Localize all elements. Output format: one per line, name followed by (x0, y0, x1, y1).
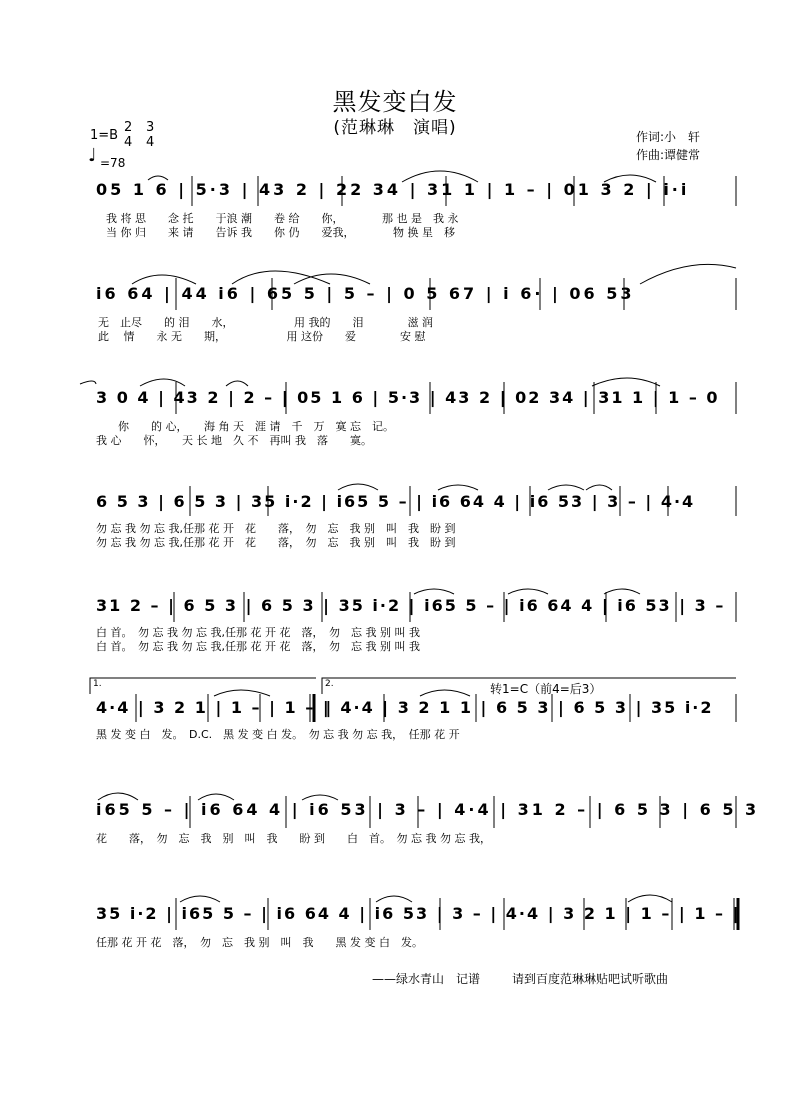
lyricist: 作词:小 轩 (636, 130, 701, 144)
lyric-line-3-verse-1: 你 的 心， 海 角 天 涯 请 千 万 寞 忘 记。 (96, 420, 394, 433)
key-signature: 1=B (90, 128, 119, 143)
quarter-note-icon: ♩ (88, 145, 97, 166)
time-signature-2: 3 4 (146, 120, 155, 150)
notation-line-4: 6 5 3 | 6 5 3 | 35 i·2 | i65 5 – | i6 64 4 | i6 53 | 3 – | 4·4 (96, 492, 696, 511)
lyric-line-6: 黑 发 变 白 发。 D.C. 黑 发 变 白 发。 勿 忘 我 勿 忘 我， 任那 花 开 (96, 728, 460, 741)
lyric-line-1-verse-2: 当 你 归 来 请 告诉 我 你 仍 爱我， 物 换 星 移 (106, 226, 455, 239)
lyric-line-1-verse-1: 我 将 思 念 托 于浪 潮 卷 给 你， 那 也 是 我 永 (106, 212, 459, 225)
volta-1-label: 1. (93, 679, 102, 689)
listen-note: 请到百度范琳琳贴吧试听歌曲 (512, 972, 669, 986)
notation-line-3: 3 0 4 | 43 2 | 2 – | 05 1 6 | 5·3 | 43 2 | 02 34 | 31 1 | 1 – 0 (96, 388, 720, 407)
lyric-line-4-verse-1: 勿 忘 我 勿 忘 我,任那 花 开 花 落， 勿 忘 我 别 叫 我 盼 到 (96, 522, 456, 535)
lyric-line-4-verse-2: 勿 忘 我 勿 忘 我,任那 花 开 花 落， 勿 忘 我 别 叫 我 盼 到 (96, 536, 456, 549)
lyric-line-5-verse-2: 白 首。 勿 忘 我 勿 忘 我,任那 花 开 花 落， 勿 忘 我 别 叫 我 (96, 640, 420, 653)
lyric-line-2-verse-1: 无 止尽 的 泪 水， 用 我的 泪 滋 润 (98, 316, 433, 329)
lyric-line-8: 任那 花 开 花 落， 勿 忘 我 别 叫 我 黑 发 变 白 发。 (96, 936, 423, 949)
notation-line-8: 35 i·2 | i65 5 – | i6 64 4 | i6 53 | 3 – | 4·4 | 3 2 1 | 1 – | 1 – ‖ (96, 904, 743, 923)
composer: 作曲:谭健常 (636, 148, 701, 162)
lyric-line-3-verse-2: 我 心 怀， 天 长 地 久 不 再叫 我 落 寞。 (96, 434, 372, 447)
lyric-line-7: 花 落， 勿 忘 我 别 叫 我 盼 到 白 首。 勿 忘 我 勿 忘 我， (96, 832, 491, 845)
time-signature-1: 2 4 (124, 120, 133, 150)
transcriber-credit: ——绿水青山 记谱 (372, 972, 481, 986)
singer-line: (范琳琳 演唱) (333, 118, 457, 138)
modulation-marking: 转1=C（前4=后3） (490, 682, 602, 696)
notation-line-1: 05 1 6 | 5·3 | 43 2 | 22 34 | 31 1 | 1 – | 01 3 2 | i·i (96, 180, 690, 199)
lyric-line-5-verse-1: 白 首。 勿 忘 我 勿 忘 我,任那 花 开 花 落， 勿 忘 我 别 叫 我 (96, 626, 420, 639)
notation-line-5: 31 2 – | 6 5 3 | 6 5 3 | 35 i·2 | i65 5 – | i6 64 4 | i6 53 | 3 – (96, 596, 726, 615)
notation-line-7: i65 5 – | i6 64 4 | i6 53 | 3 – | 4·4 | 31 2 – | 6 5 3 | 6 5 3 (96, 800, 760, 819)
notation-line-2: i6 64 | 44 i6 | 65 5 | 5 – | 0 5 67 | i 6· | 06 53 (96, 284, 635, 303)
notation-line-6: 4·4 | 3 2 1 | 1 – | 1 – ‖ 4·4 | 3 2 1 1 | 6 5 3 | 6 5 3 | 35 i·2 (96, 698, 714, 717)
tempo: =78 (100, 156, 126, 170)
volta-2-label: 2. (325, 679, 334, 689)
lyric-line-2-verse-2: 此 情 永 无 期， 用 这份 爱 安 慰 (98, 330, 426, 343)
song-title: 黑发变白发 (332, 88, 458, 116)
